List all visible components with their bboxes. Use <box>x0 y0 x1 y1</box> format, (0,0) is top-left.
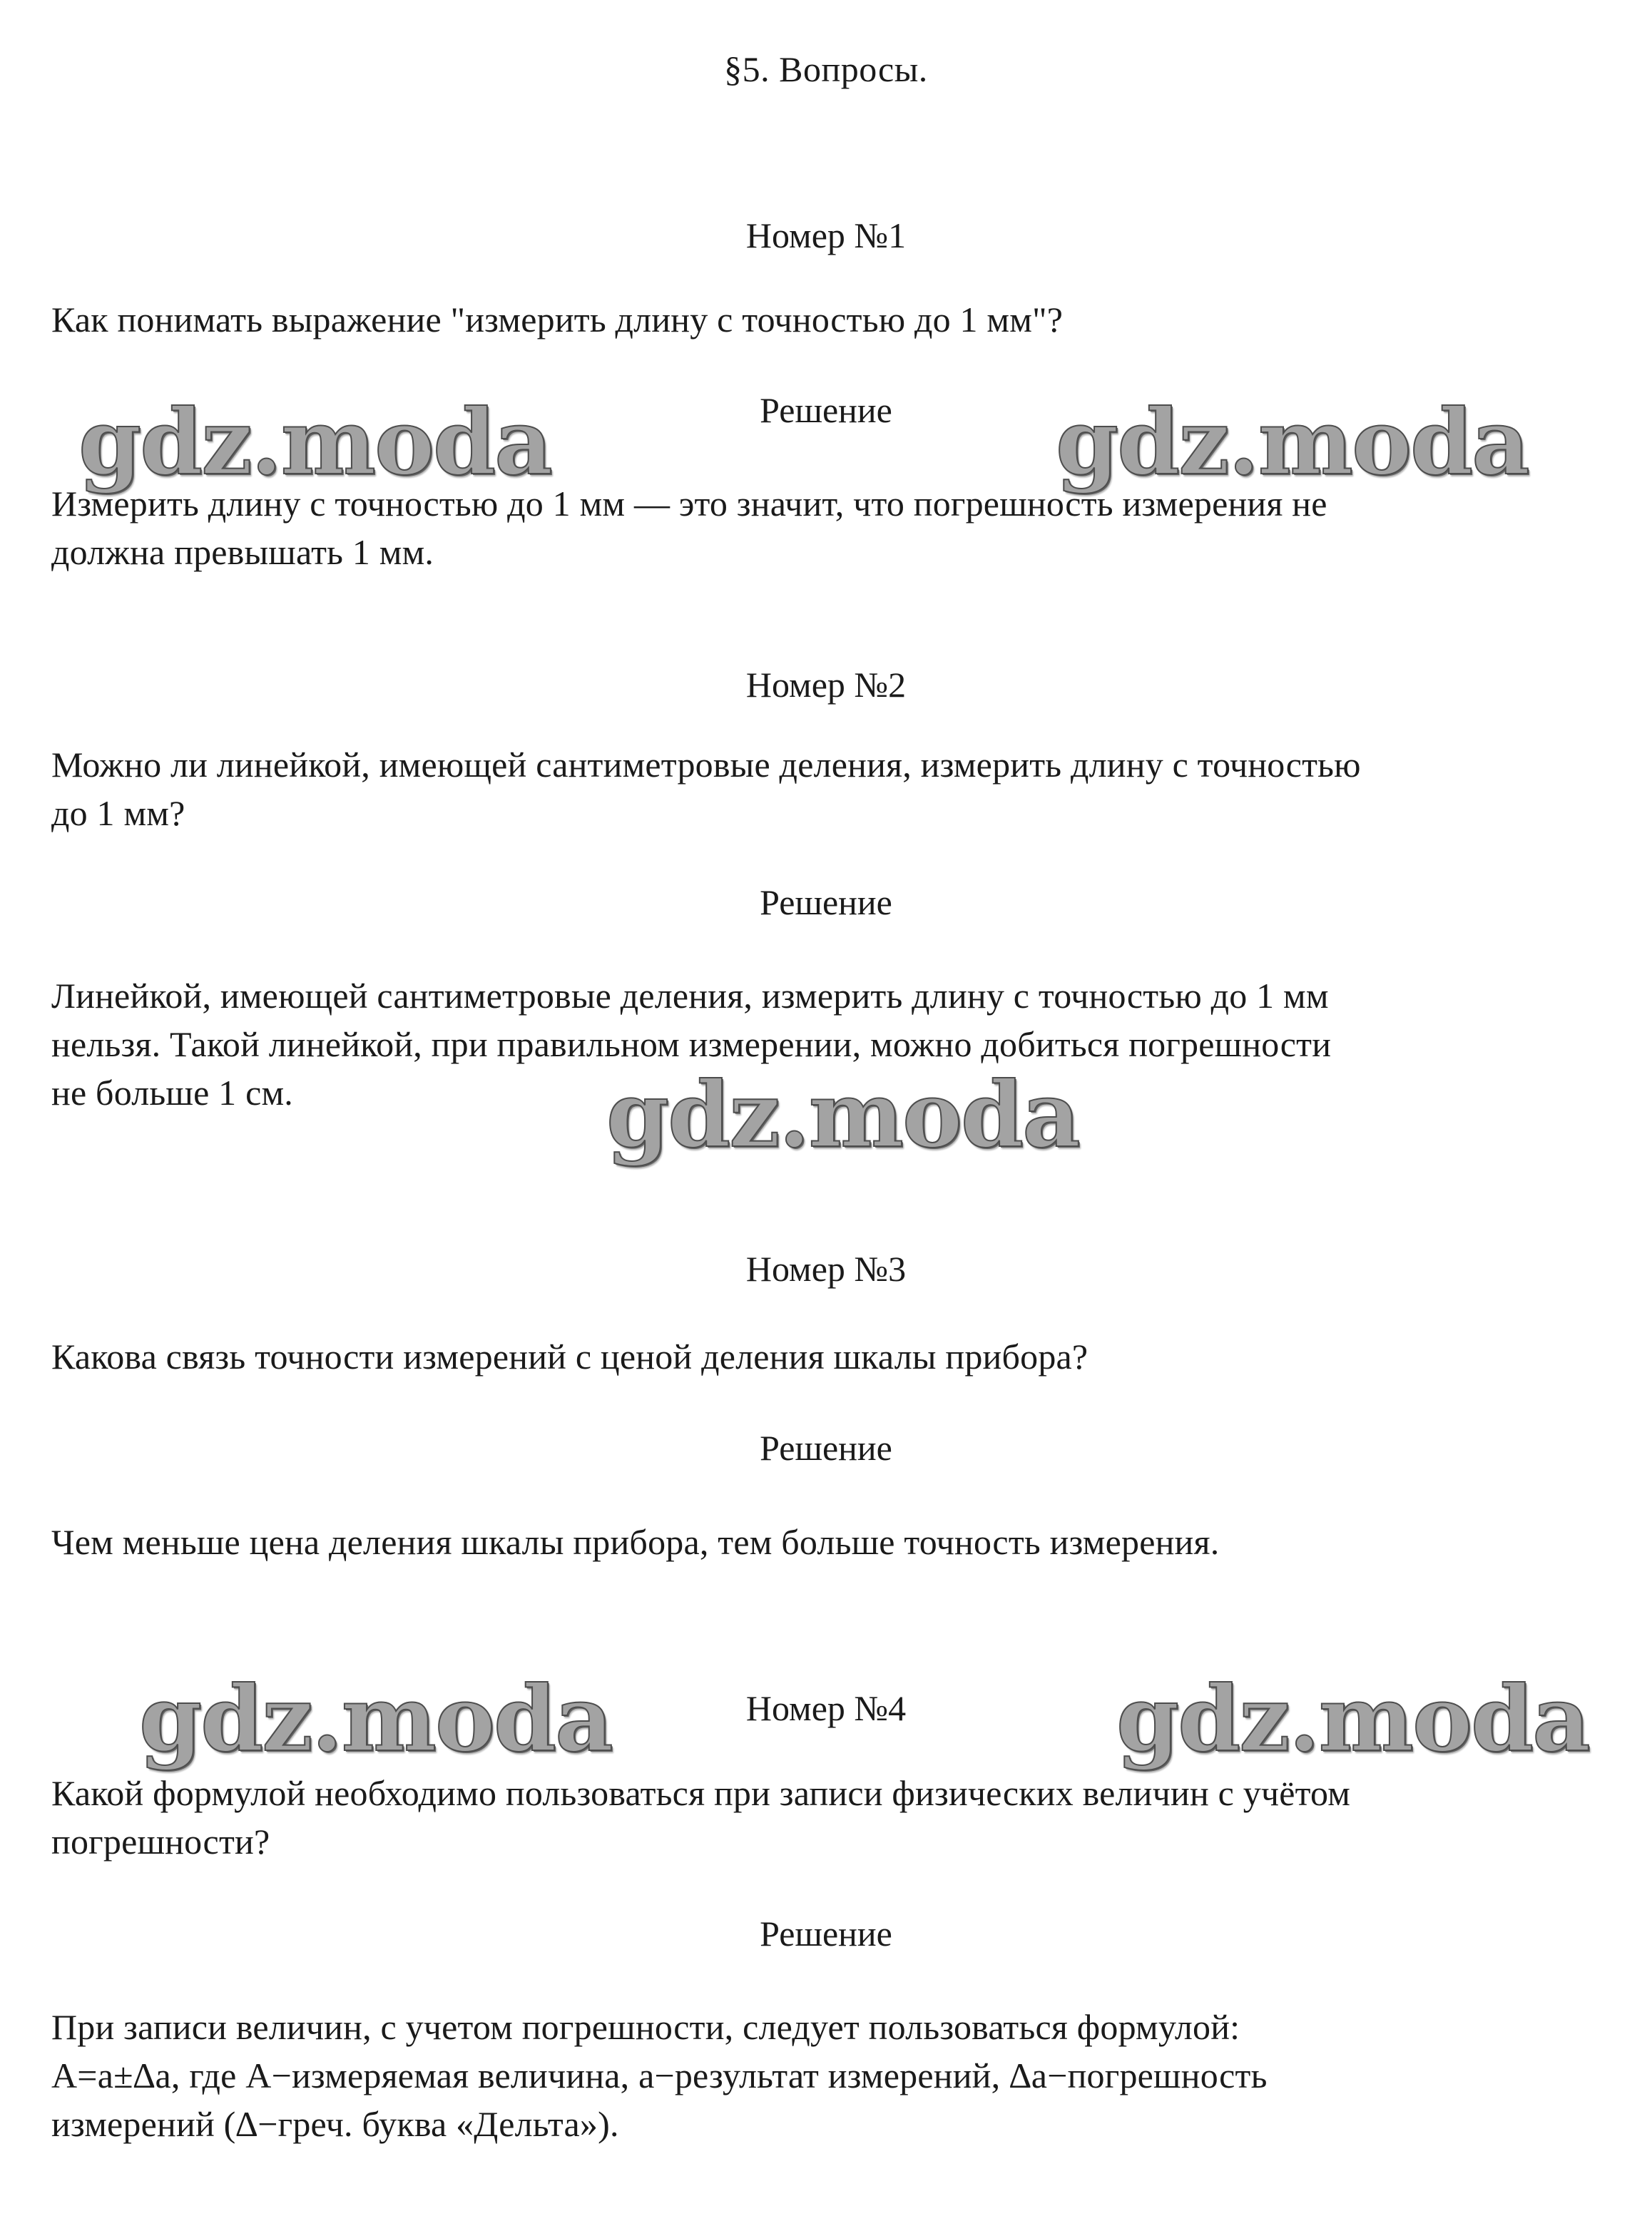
answer-text-3: Чем меньше цена деления шкалы прибора, тем больше точность измерения. <box>51 1522 1220 1562</box>
question-text-2: Можно ли линейкой, имеющей сантиметровые деления, измерить длину с точностью до 1 мм? <box>51 745 1361 833</box>
answer-text-1: Измерить длину с точностью до 1 мм — это значит, что погрешность измерения не должна превышать 1 мм. <box>51 484 1327 572</box>
solution-label-1: Решение <box>760 390 892 430</box>
watermark-logo: gdz.moda <box>78 389 551 495</box>
solution-label-4: Решение <box>760 1914 892 1954</box>
question-number-1: Номер №1 <box>745 215 907 255</box>
answer-text-2: Линейкой, имеющей сантиметровые деления, измерить длину с точностью до 1 мм нельзя. Такой линейкой, при правильном измерении, можно добиться погрешности не больше 1 см. <box>51 976 1332 1113</box>
page-title: §5. Вопросы. <box>724 49 928 89</box>
question-text-4: Какой формулой необходимо пользоваться при записи физических величин с учётом погрешности? <box>51 1773 1351 1862</box>
question-text-1: Как понимать выражение "измерить длину с точностью до 1 мм"? <box>51 300 1064 339</box>
question-number-4: Номер №4 <box>745 1688 907 1728</box>
question-number-2: Номер №2 <box>745 665 907 705</box>
watermark-logo: gdz.moda <box>1056 389 1529 495</box>
solution-label-3: Решение <box>760 1428 892 1468</box>
answer-text-4: При записи величин, с учетом погрешности, следует пользоваться формулой: A=a±∆a, где A−измеряемая величина, a−результат измерений, ∆a−погрешность измерений (∆−греч. буква «Дельта»). <box>51 2007 1268 2144</box>
watermark-logo: gdz.moda <box>1116 1666 1589 1772</box>
solution-label-2: Решение <box>760 882 892 922</box>
question-number-3: Номер №3 <box>745 1249 907 1289</box>
question-text-3: Какова связь точности измерений с ценой деления шкалы прибора? <box>51 1337 1088 1377</box>
watermark-logo: gdz.moda <box>139 1666 612 1772</box>
watermark-logo: gdz.moda <box>606 1062 1079 1168</box>
